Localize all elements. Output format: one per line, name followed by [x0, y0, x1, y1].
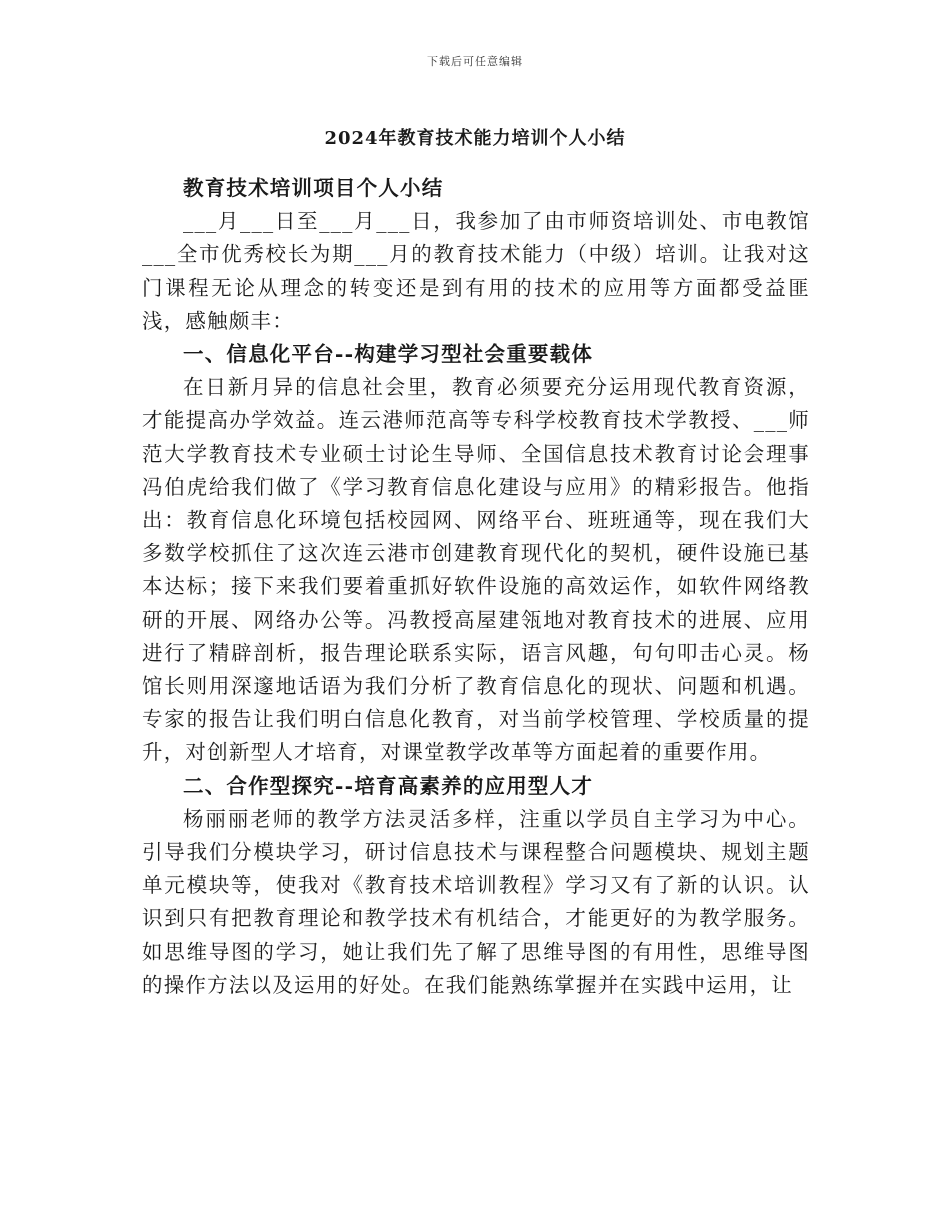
- section-2-paragraph: 杨丽丽老师的教学方法灵活多样，注重以学员自主学习为中心。引导我们分模块学习，研讨信息技术与课程整合问题模块、规划主题单元模块等，使我对《教育技术培训教程》学习又有了新的认识。认识到只有把教育理论和教学技术有机结合，才能更好的为教学服务。如思维导图的学习，她让我们先了解了思维导图的有用性，思维导图的操作方法以及运用的好处。在我们能熟练掌握并在实践中运用，让: [142, 806, 810, 997]
- section-2-heading: 二、合作型探究--培育高素养的应用型人才: [183, 773, 594, 798]
- intro-paragraph: ___月___日至___月___日，我参加了由市师资培训处、市电教馆___全市优秀校长为期___月的教育技术能力（中级）培训。让我对这门课程无论从理念的转变还是到有用的技术的应用等方面都受益匪浅，感触颇丰：: [142, 209, 810, 333]
- document-subtitle: 教育技术培训项目个人小结: [183, 176, 444, 200]
- section-1-heading: 一、信息化平台--构建学习型社会重要载体: [183, 342, 594, 367]
- document-title: 2024年教育技术能力培训个人小结: [324, 128, 626, 149]
- header-note: 下载后可任意编辑: [427, 55, 523, 68]
- document-body: [142, 172, 810, 1002]
- section-1-paragraph: 在日新月异的信息社会里，教育必须要充分运用现代教育资源，才能提高办学效益。连云港师范高等专科学校教育技术学教授、___师范大学教育技术专业硕士讨论生导师、全国信息技术教育讨论会理事冯伯虎给我们做了《学习教育信息化建设与应用》的精彩报告。他指出：教育信息化环境包括校园网、网络平台、班班通等，现在我们大多数学校抓住了这次连云港市创建教育现代化的契机，硬件设施已基本达标；接下来我们要着重抓好软件设施的高效运作，如软件网络教研的开展、网络办公等。冯教授高屋建瓴地对教育技术的进展、应用进行了精辟剖析，报告理论联系实际，语言风趣，句句叩击心灵。杨馆长则用深邃地话语为我们分析了教育信息化的现状、问题和机遇。专家的报告让我们明白信息化教育，对当前学校管理、学校质量的提升，对创新型人才培育，对课堂教学改革等方面起着的重要作用。: [142, 375, 810, 765]
